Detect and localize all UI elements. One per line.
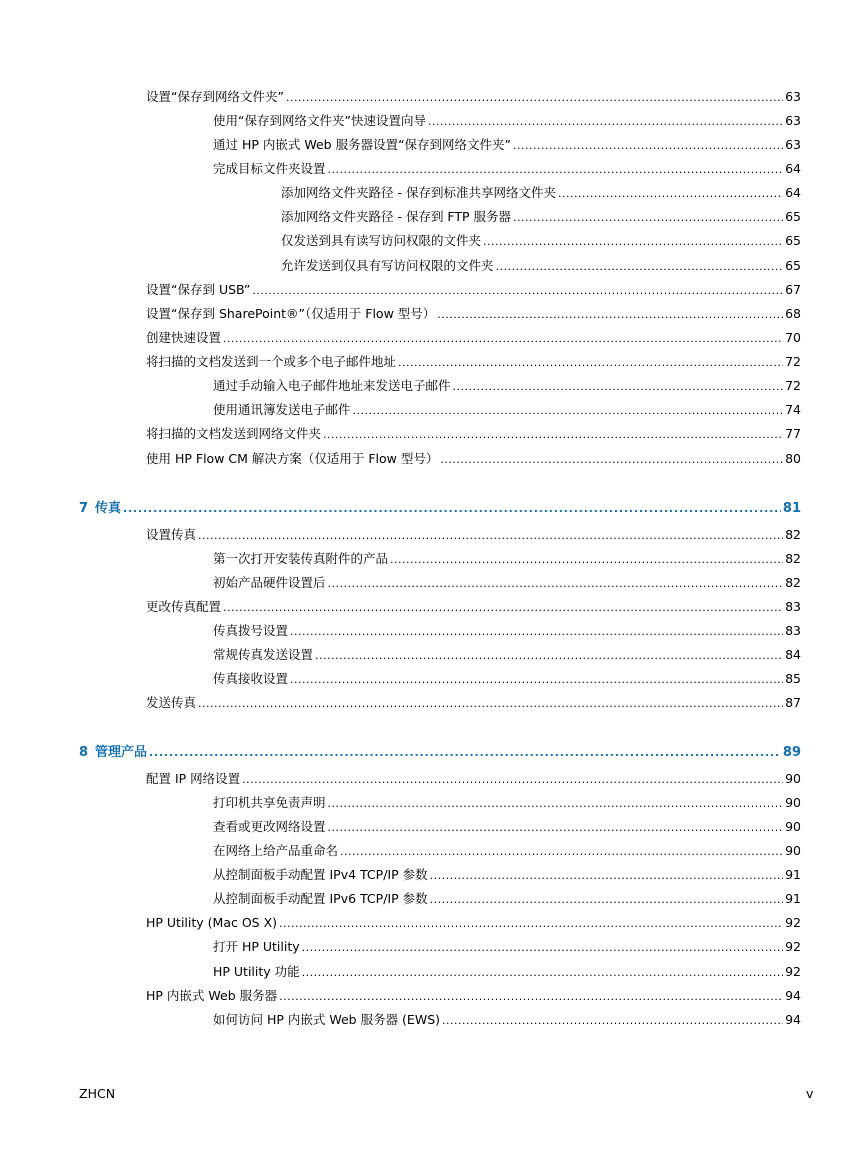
toc-chapter-entry[interactable] — [79, 744, 801, 762]
toc-entry-title: 仅发送到具有读写访问权限的文件夹 — [281, 233, 482, 248]
toc-entry-page: 92 — [785, 964, 801, 979]
toc-entry[interactable] — [213, 670, 801, 688]
toc-entry-page: 72 — [785, 378, 801, 393]
toc-entry-page: 80 — [785, 451, 801, 466]
dot-leader — [286, 88, 783, 106]
toc-entry-title: 在网络上给产品重命名 — [213, 843, 339, 858]
toc-entry-page: 81 — [782, 501, 801, 516]
dot-leader — [328, 818, 784, 836]
toc-entry[interactable] — [213, 622, 801, 640]
toc-entry[interactable] — [213, 818, 801, 836]
toc-entry-title: 打开 HP Utility — [213, 939, 300, 954]
toc-chapter-title — [79, 500, 121, 518]
toc-entry[interactable] — [146, 598, 801, 616]
dot-leader — [428, 112, 783, 130]
toc-entry[interactable] — [213, 574, 801, 592]
toc-entry-title: 查看或更改网络设置 — [213, 819, 326, 834]
dot-leader — [513, 136, 783, 154]
toc-entry-title: 通过手动输入电子邮件地址来发送电子邮件 — [213, 378, 451, 393]
dot-leader — [442, 1011, 783, 1029]
toc-entry[interactable] — [146, 450, 801, 468]
page-footer — [0, 1080, 868, 1110]
toc-entry-title: 设置“保存到 USB” — [146, 282, 251, 297]
dot-leader — [328, 574, 784, 592]
toc-entry-page: 90 — [785, 819, 801, 834]
toc-entry-title: HP 内嵌式 Web 服务器 — [146, 988, 278, 1003]
chapter-number: 7 — [79, 501, 89, 516]
toc-entry-page: 94 — [785, 1012, 801, 1027]
toc-entry-page: 67 — [785, 282, 801, 297]
dot-leader — [328, 160, 784, 178]
toc-entry[interactable] — [213, 963, 801, 981]
dot-leader — [437, 305, 783, 323]
toc-entry-page: 89 — [782, 745, 801, 760]
toc-entry-title: 从控制面板手动配置 IPv4 TCP/IP 参数 — [213, 867, 428, 882]
toc-entry[interactable] — [146, 305, 801, 323]
dot-leader — [513, 208, 783, 226]
dot-leader — [149, 744, 781, 762]
dot-leader — [323, 425, 783, 443]
toc-entry-title: 完成目标文件夹设置 — [213, 161, 326, 176]
page-number: v — [806, 1086, 814, 1101]
toc-entry[interactable] — [146, 329, 801, 347]
toc-entry-title: 第一次打开安装传真附件的产品 — [213, 551, 389, 566]
toc-entry-title: 使用“保存到网络文件夹”快速设置向导 — [213, 113, 426, 128]
toc-entry[interactable] — [146, 987, 801, 1005]
toc-entry-title: 传真接收设置 — [213, 671, 289, 686]
toc-entry-page: 82 — [785, 527, 801, 542]
toc-entry-title: 将扫描的文档发送到网络文件夹 — [146, 426, 322, 441]
dot-leader — [279, 987, 783, 1005]
toc-entry-title: 如何访问 HP 内嵌式 Web 服务器 (EWS) — [213, 1012, 441, 1027]
toc-entry-title: 添加网络文件夹路径 - 保存到 FTP 服务器 — [281, 209, 512, 224]
toc-entry[interactable] — [213, 938, 801, 956]
dot-leader — [558, 184, 783, 202]
toc-entry-page: 82 — [785, 551, 801, 566]
toc-entry-page: 87 — [785, 695, 801, 710]
dot-leader — [496, 257, 784, 275]
toc-entry-title: 发送传真 — [146, 695, 197, 710]
toc-entry-title: 设置“保存到网络文件夹” — [146, 89, 284, 104]
toc-entry-page: 63 — [785, 89, 801, 104]
toc-entry[interactable] — [146, 281, 801, 299]
toc-entry[interactable] — [146, 425, 801, 443]
dot-leader — [242, 770, 783, 788]
toc-entry-page: 83 — [785, 623, 801, 638]
toc-entry-page: 70 — [785, 330, 801, 345]
toc-entry[interactable] — [213, 646, 801, 664]
toc-entry-page: 92 — [785, 939, 801, 954]
toc-entry[interactable] — [213, 794, 801, 812]
footer-locale-code: ZHCN — [79, 1086, 116, 1101]
toc-entry[interactable] — [146, 88, 801, 106]
dot-leader — [198, 526, 783, 544]
toc-entry[interactable] — [213, 890, 801, 908]
toc-entry[interactable] — [213, 112, 801, 130]
dot-leader — [398, 353, 783, 371]
dot-leader — [279, 914, 783, 932]
dot-leader — [353, 401, 784, 419]
toc-entry-title: 设置传真 — [146, 527, 197, 542]
toc-entry-title: 添加网络文件夹路径 - 保存到标准共享网络文件夹 — [281, 185, 556, 200]
toc-entry-title: 从控制面板手动配置 IPv6 TCP/IP 参数 — [213, 891, 428, 906]
dot-leader — [315, 646, 783, 664]
toc-entry-page: 90 — [785, 843, 801, 858]
toc-entry[interactable] — [146, 770, 801, 788]
toc-entry-page: 90 — [785, 771, 801, 786]
toc-entry[interactable] — [213, 160, 801, 178]
toc-entry[interactable] — [213, 1011, 801, 1029]
toc-entry-page: 94 — [785, 988, 801, 1003]
toc-entry-page: 64 — [785, 185, 801, 200]
dot-leader — [123, 500, 781, 518]
toc-entry[interactable] — [213, 842, 801, 860]
toc-entry-page: 63 — [785, 137, 801, 152]
dot-leader — [430, 890, 783, 908]
dot-leader — [440, 450, 783, 468]
toc-entry[interactable] — [281, 232, 801, 250]
chapter-number: 8 — [79, 745, 89, 760]
dot-leader — [290, 670, 783, 688]
toc-entry-page: 68 — [785, 306, 801, 321]
toc-entry[interactable] — [281, 257, 801, 275]
toc-chapter-title — [79, 744, 147, 762]
toc-entry[interactable] — [213, 401, 801, 419]
toc-entry[interactable] — [213, 866, 801, 884]
toc-entry[interactable] — [146, 353, 801, 371]
toc-entry-title: 常规传真发送设置 — [213, 647, 314, 662]
toc-entry-title: 通过 HP 内嵌式 Web 服务器设置“保存到网络文件夹” — [213, 137, 512, 152]
toc-entry-title: 配置 IP 网络设置 — [146, 771, 241, 786]
toc-entry[interactable] — [213, 136, 801, 154]
toc-entry[interactable] — [146, 694, 801, 712]
dot-leader — [340, 842, 783, 860]
toc-entry-page: 74 — [785, 402, 801, 417]
dot-leader — [223, 598, 783, 616]
toc-entry[interactable] — [213, 377, 801, 395]
toc-entry-page: 82 — [785, 575, 801, 590]
dot-leader — [290, 622, 783, 640]
toc-entry-title: 创建快速设置 — [146, 330, 222, 345]
toc-entry[interactable] — [146, 526, 801, 544]
dot-leader — [223, 329, 783, 347]
toc-entry-page: 77 — [785, 426, 801, 441]
toc-entry-title: 更改传真配置 — [146, 599, 222, 614]
toc-entry-title: HP Utility 功能 — [213, 964, 300, 979]
toc-entry-page: 84 — [785, 647, 801, 662]
chapter-title-text: 管理产品 — [95, 745, 148, 760]
toc-entry-page: 64 — [785, 161, 801, 176]
toc-entry-page: 85 — [785, 671, 801, 686]
toc-entry-page: 72 — [785, 354, 801, 369]
chapter-title-text: 传真 — [95, 501, 122, 516]
toc-entry-title: 使用通讯簿发送电子邮件 — [213, 402, 351, 417]
toc-entry-page: 91 — [785, 891, 801, 906]
toc-entry-page: 65 — [785, 258, 801, 273]
toc-entry-title: 使用 HP Flow CM 解决方案（仅适用于 Flow 型号） — [146, 451, 439, 466]
dot-leader — [302, 963, 783, 981]
toc-entry-title: 打印机共享免责声明 — [213, 795, 326, 810]
dot-leader — [430, 866, 783, 884]
toc-entry-title: 允许发送到仅具有写访问权限的文件夹 — [281, 258, 494, 273]
dot-leader — [328, 794, 784, 812]
dot-leader — [453, 377, 784, 395]
toc-entry-title: 传真拨号设置 — [213, 623, 289, 638]
toc-entry-page: 92 — [785, 915, 801, 930]
toc-entry-title: 将扫描的文档发送到一个或多个电子邮件地址 — [146, 354, 397, 369]
dot-leader — [483, 232, 783, 250]
dot-leader — [302, 938, 783, 956]
toc-entry-page: 65 — [785, 209, 801, 224]
toc-entry-page: 91 — [785, 867, 801, 882]
toc-entry-title: 初始产品硬件设置后 — [213, 575, 326, 590]
toc-entry-page: 90 — [785, 795, 801, 810]
toc-entry[interactable] — [281, 208, 801, 226]
dot-leader — [390, 550, 783, 568]
dot-leader — [198, 694, 783, 712]
toc-entry-title: 设置“保存到 SharePoint®”（仅适用于 Flow 型号） — [146, 306, 436, 321]
toc-chapter-entry[interactable] — [79, 500, 801, 518]
toc-entry-page: 83 — [785, 599, 801, 614]
dot-leader — [252, 281, 783, 299]
toc-entry-page: 63 — [785, 113, 801, 128]
toc-entry-page: 65 — [785, 233, 801, 248]
toc-entry[interactable] — [281, 184, 801, 202]
toc-entry[interactable] — [213, 550, 801, 568]
toc-entry-title: HP Utility (Mac OS X) — [146, 915, 278, 930]
toc-entry[interactable] — [146, 914, 801, 932]
